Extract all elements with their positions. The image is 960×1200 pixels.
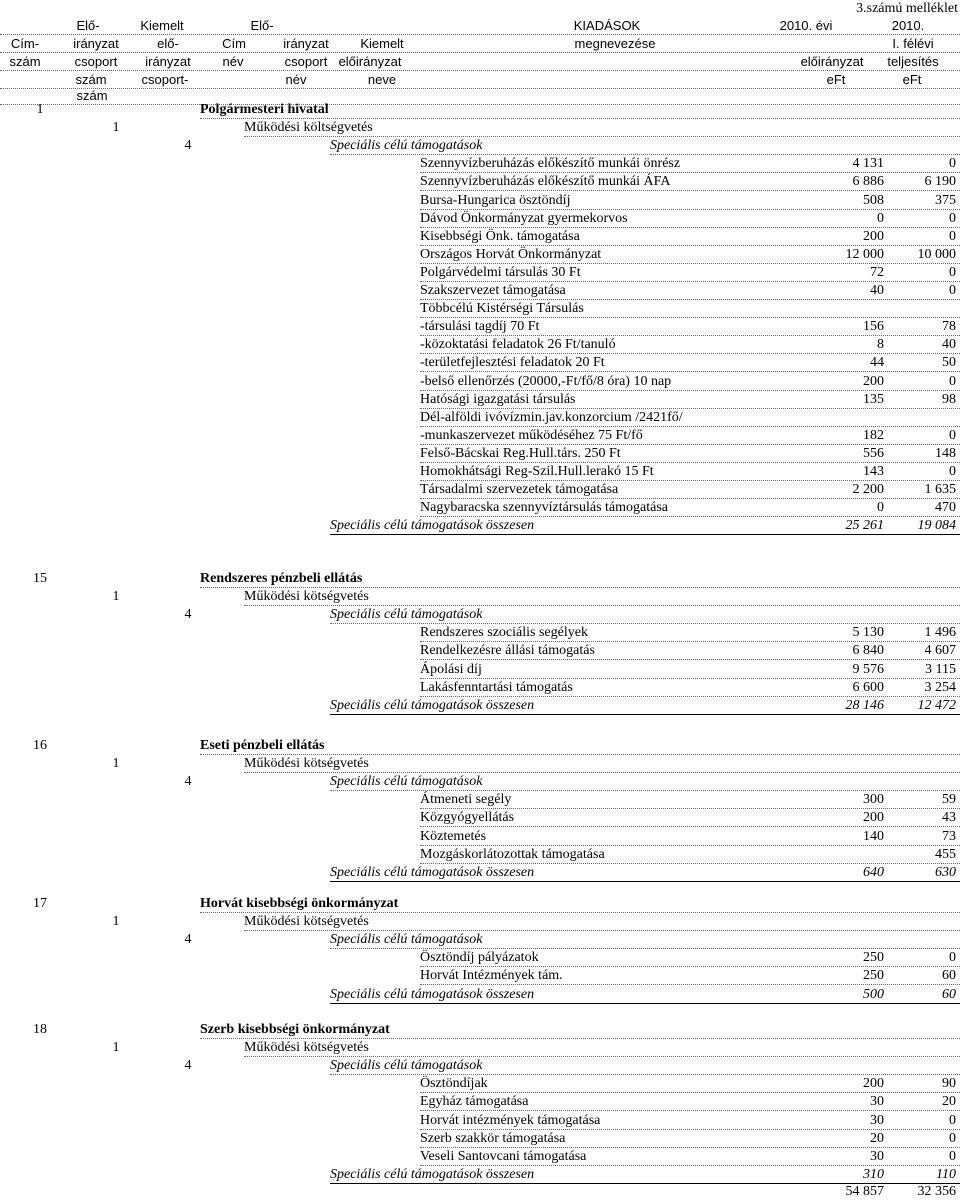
total-line xyxy=(330,714,960,715)
subsection-title: Működési kötségvetés xyxy=(244,756,369,772)
section-number: 18 xyxy=(33,1022,47,1037)
item-plan: 250 xyxy=(863,950,884,966)
total-line xyxy=(330,1003,960,1004)
item-actual: 3 115 xyxy=(925,661,956,677)
item-name: Horvát Intézmények tám. xyxy=(420,968,563,984)
item-name: Országos Horvát Önkormányzat xyxy=(420,246,602,262)
category-number: 4 xyxy=(184,607,192,623)
item-plan: 4 131 xyxy=(852,156,884,172)
item-plan: 30 xyxy=(870,1094,884,1110)
item-plan: 182 xyxy=(863,427,884,443)
header-cell: I. félévi xyxy=(892,36,934,51)
item-plan: 30 xyxy=(870,1148,884,1164)
item-actual: 59 xyxy=(942,792,956,808)
item-name: Dávod Önkormányzat gyermekorvos xyxy=(420,210,628,226)
item-actual: 20 xyxy=(942,1094,956,1110)
header-cell: Kiemelt xyxy=(360,36,404,51)
header-cell: előirányzat xyxy=(338,54,402,69)
item-plan: 6 840 xyxy=(852,643,884,659)
item-name: -társulási tagdíj 70 Ft xyxy=(420,319,540,335)
item-name: Kisebbségi Önk. támogatása xyxy=(420,228,580,244)
header-cell: csoport- xyxy=(141,72,189,87)
item-name: -közoktatási feladatok 26 Ft/tanuló xyxy=(420,337,616,353)
item-name: Szakszervezet támogatása xyxy=(420,283,566,298)
category-number: 4 xyxy=(184,774,192,790)
item-actual: 6 190 xyxy=(924,174,956,190)
header-cell: csoport xyxy=(74,54,118,69)
item-name: Horvát intézmények támogatása xyxy=(420,1112,601,1128)
item-actual: 0 xyxy=(949,1148,956,1164)
section-total-actual: 630 xyxy=(935,864,956,880)
section-number: 15 xyxy=(33,571,47,586)
header-cell: csoport xyxy=(284,54,328,69)
item-actual: 3 254 xyxy=(924,679,956,695)
item-name: Szerb szakkör támogatása xyxy=(420,1130,566,1146)
item-plan: 30 xyxy=(870,1112,884,1128)
item-actual: 1 635 xyxy=(924,482,956,498)
item-name: Ösztöndíjak xyxy=(420,1076,488,1092)
item-name: -belső ellenőrzés (20000,-Ft/fő/8 óra) 10 nap xyxy=(420,373,672,389)
item-actual: 0 xyxy=(949,1112,956,1128)
header-cell: előirányzat xyxy=(800,54,864,69)
header-cell: Cím- xyxy=(10,36,40,51)
header-cell: elő- xyxy=(157,36,179,51)
item-name: Polgárvédelmi társulás 30 Ft xyxy=(420,264,581,280)
item-name: -területfejlesztési feladatok 20 Ft xyxy=(420,355,605,371)
item-plan: 6 886 xyxy=(852,174,884,190)
item-actual: 73 xyxy=(942,828,956,844)
item-plan: 40 xyxy=(870,283,884,298)
item-name: Ápolási díj xyxy=(420,661,482,677)
item-name: Rendelkezésre állási támogatás xyxy=(420,643,595,659)
item-name: Nagybaracska szennyvíztársulás támogatása xyxy=(420,500,669,516)
category-number: 4 xyxy=(184,932,192,948)
section-title: Polgármesteri hivatal xyxy=(200,102,329,117)
subsection-title: Működési kötségvetés xyxy=(244,589,369,605)
item-name: Szennyvízberuházás előkészítő munkái önrész xyxy=(420,156,681,172)
item-name: Ösztöndíj pályázatok xyxy=(420,950,539,966)
item-actual: 78 xyxy=(942,319,956,335)
item-name: Bursa-Hungarica ösztöndíj xyxy=(420,192,571,208)
section-number: 17 xyxy=(33,896,47,911)
section-number: 16 xyxy=(33,738,47,753)
section-total-plan: 25 261 xyxy=(845,518,884,534)
item-actual: 0 xyxy=(949,210,956,226)
item-name: Lakásfenntartási támogatás xyxy=(420,679,573,695)
header-cell: irányzat xyxy=(283,36,329,51)
item-actual: 375 xyxy=(935,192,956,208)
item-plan: 44 xyxy=(870,355,884,371)
grand-total-actual: 32 356 xyxy=(917,1184,956,1199)
section-total-actual: 60 xyxy=(942,986,956,1002)
item-actual: 43 xyxy=(942,810,956,826)
item-name: Társadalmi szervezetek támogatása xyxy=(420,482,619,498)
item-actual: 0 xyxy=(949,264,956,280)
header-divider xyxy=(0,88,960,89)
section-total-plan: 500 xyxy=(863,986,884,1002)
header-cell: név xyxy=(222,54,244,69)
subsection-title: Működési kötségvetés xyxy=(244,1040,369,1056)
item-name: Rendszeres szociális segélyek xyxy=(420,625,588,641)
item-plan: 140 xyxy=(863,828,884,844)
header-cell: eFt xyxy=(826,72,846,87)
section-title: Eseti pénzbeli ellátás xyxy=(200,738,325,753)
item-plan: 20 xyxy=(870,1130,884,1146)
section-title: Szerb kisebbségi önkormányzat xyxy=(200,1022,390,1037)
item-actual: 0 xyxy=(949,373,956,389)
item-name: Felső-Bácskai Reg.Hull.társ. 250 Ft xyxy=(420,445,621,461)
item-actual: 0 xyxy=(949,950,956,966)
item-actual: 10 000 xyxy=(917,246,956,262)
item-name: Dél-alföldi ivóvízmin.jav.konzorcium /2421fő/ xyxy=(420,409,683,425)
item-name: Közgyógyellátás xyxy=(420,810,515,826)
total-line xyxy=(330,534,960,535)
item-plan: 72 xyxy=(870,264,884,280)
item-name: Mozgáskorlátozottak támogatása xyxy=(420,846,605,862)
item-plan: 250 xyxy=(863,968,884,984)
header-cell: szám xyxy=(9,54,41,69)
section-total-plan: 640 xyxy=(863,864,884,880)
header-cell: teljesítés xyxy=(887,54,939,69)
item-actual: 60 xyxy=(942,968,956,984)
header-bottom xyxy=(0,104,960,105)
header-cell: Kiemelt xyxy=(140,18,184,33)
grand-total-plan: 54 857 xyxy=(845,1184,884,1199)
header-cell: szám xyxy=(75,72,107,87)
section-title: Rendszeres pénzbeli ellátás xyxy=(200,571,363,586)
header-cell: neve xyxy=(367,72,397,87)
section-total-label: Speciális célú támogatások összesen xyxy=(330,518,535,534)
header-cell: Elő- xyxy=(250,18,274,33)
item-name: Köztemetés xyxy=(420,828,487,844)
annex-label: 3.számú melléklet xyxy=(856,1,958,16)
header-cell: Elő- xyxy=(76,18,100,33)
item-actual: 0 xyxy=(949,156,956,172)
item-plan: 5 130 xyxy=(852,625,884,641)
item-plan: 508 xyxy=(863,192,884,208)
category-title: Speciális célú támogatások xyxy=(330,774,483,790)
item-actual: 98 xyxy=(942,391,956,407)
subsection-number: 1 xyxy=(112,756,120,772)
item-plan: 556 xyxy=(863,445,884,461)
item-plan: 300 xyxy=(863,792,884,808)
subsection-title: Működési kötségvetés xyxy=(244,914,369,930)
item-actual: 148 xyxy=(935,445,956,461)
item-name: -munkaszervezet működéséhez 75 Ft/fő xyxy=(420,427,643,443)
section-total-label: Speciális célú támogatások összesen xyxy=(330,986,535,1002)
item-actual: 0 xyxy=(949,1130,956,1146)
total-line xyxy=(330,881,960,882)
section-total-plan: 28 146 xyxy=(845,697,884,713)
header-cell: eFt xyxy=(902,72,922,87)
header-divider xyxy=(0,34,960,35)
section-total-actual: 12 472 xyxy=(917,697,956,713)
header-cell: Cím xyxy=(222,36,246,51)
section-total-plan: 310 xyxy=(863,1166,884,1182)
item-plan: 200 xyxy=(863,373,884,389)
subsection-title: Működési költségvetés xyxy=(244,120,373,136)
item-actual: 455 xyxy=(935,846,956,862)
item-plan: 6 600 xyxy=(852,679,884,695)
header-cell: irányzat xyxy=(73,36,119,51)
item-actual: 50 xyxy=(942,355,956,371)
subsection-number: 1 xyxy=(112,1040,120,1056)
item-plan: 143 xyxy=(863,464,884,479)
section-total-actual: 19 084 xyxy=(917,518,956,534)
subsection-number: 1 xyxy=(112,120,120,136)
category-title: Speciális célú támogatások xyxy=(330,1058,483,1074)
item-plan: 2 200 xyxy=(852,482,884,498)
item-actual: 4 607 xyxy=(924,643,956,659)
item-plan: 8 xyxy=(877,337,884,353)
section-total-label: Speciális célú támogatások összesen xyxy=(330,864,535,880)
item-name: Átmeneti segély xyxy=(420,792,512,808)
section-total-actual: 110 xyxy=(936,1166,956,1182)
header-cell: KIADÁSOK xyxy=(573,18,641,33)
section-total-label: Speciális célú támogatások összesen xyxy=(330,697,535,713)
item-plan: 12 000 xyxy=(845,246,884,262)
subsection-number: 1 xyxy=(112,589,120,605)
section-total-label: Speciális célú támogatások összesen xyxy=(330,1166,535,1182)
item-actual: 90 xyxy=(942,1076,956,1092)
item-name: Egyház támogatása xyxy=(420,1094,529,1110)
item-actual: 0 xyxy=(949,427,956,443)
item-actual: 470 xyxy=(935,500,956,516)
section-number: 1 xyxy=(36,102,44,117)
item-actual: 40 xyxy=(942,337,956,353)
item-plan: 0 xyxy=(877,500,884,516)
header-cell: szám xyxy=(76,88,108,103)
item-name: Homokhátsági Reg-Szil.Hull.lerakó 15 Ft xyxy=(420,464,654,479)
item-name: Szennyvízberuházás előkészítő munkái ÁFA xyxy=(420,174,671,190)
item-actual: 1 496 xyxy=(924,625,956,641)
category-title: Speciális célú támogatások xyxy=(330,932,483,948)
header-cell: név xyxy=(285,72,307,87)
item-actual: 0 xyxy=(949,283,956,298)
category-title: Speciális célú támogatások xyxy=(330,607,483,623)
item-name: Többcélú Kistérségi Társulás xyxy=(420,301,584,317)
header-cell: 2010. xyxy=(891,18,925,33)
item-name: Hatósági igazgatási társulás xyxy=(420,391,576,407)
item-plan: 156 xyxy=(863,319,884,335)
item-plan: 200 xyxy=(863,1076,884,1092)
header-divider xyxy=(0,70,960,71)
header-cell: irányzat xyxy=(145,54,191,69)
item-plan: 200 xyxy=(863,810,884,826)
item-plan: 0 xyxy=(877,210,884,226)
subsection-number: 1 xyxy=(112,914,120,930)
item-plan: 9 576 xyxy=(852,661,884,677)
header-cell: 2010. évi xyxy=(779,18,833,33)
header-divider xyxy=(0,52,960,53)
item-name: Veseli Santovcani támogatása xyxy=(420,1148,587,1164)
header-cell: megnevezése xyxy=(574,36,656,51)
category-number: 4 xyxy=(184,138,192,154)
item-plan: 135 xyxy=(863,391,884,407)
item-actual: 0 xyxy=(949,464,956,479)
item-plan: 200 xyxy=(863,228,884,244)
section-title: Horvát kisebbségi önkormányzat xyxy=(200,896,399,911)
item-actual: 0 xyxy=(949,228,956,244)
category-number: 4 xyxy=(184,1058,192,1074)
category-title: Speciális célú támogatások xyxy=(330,138,483,154)
